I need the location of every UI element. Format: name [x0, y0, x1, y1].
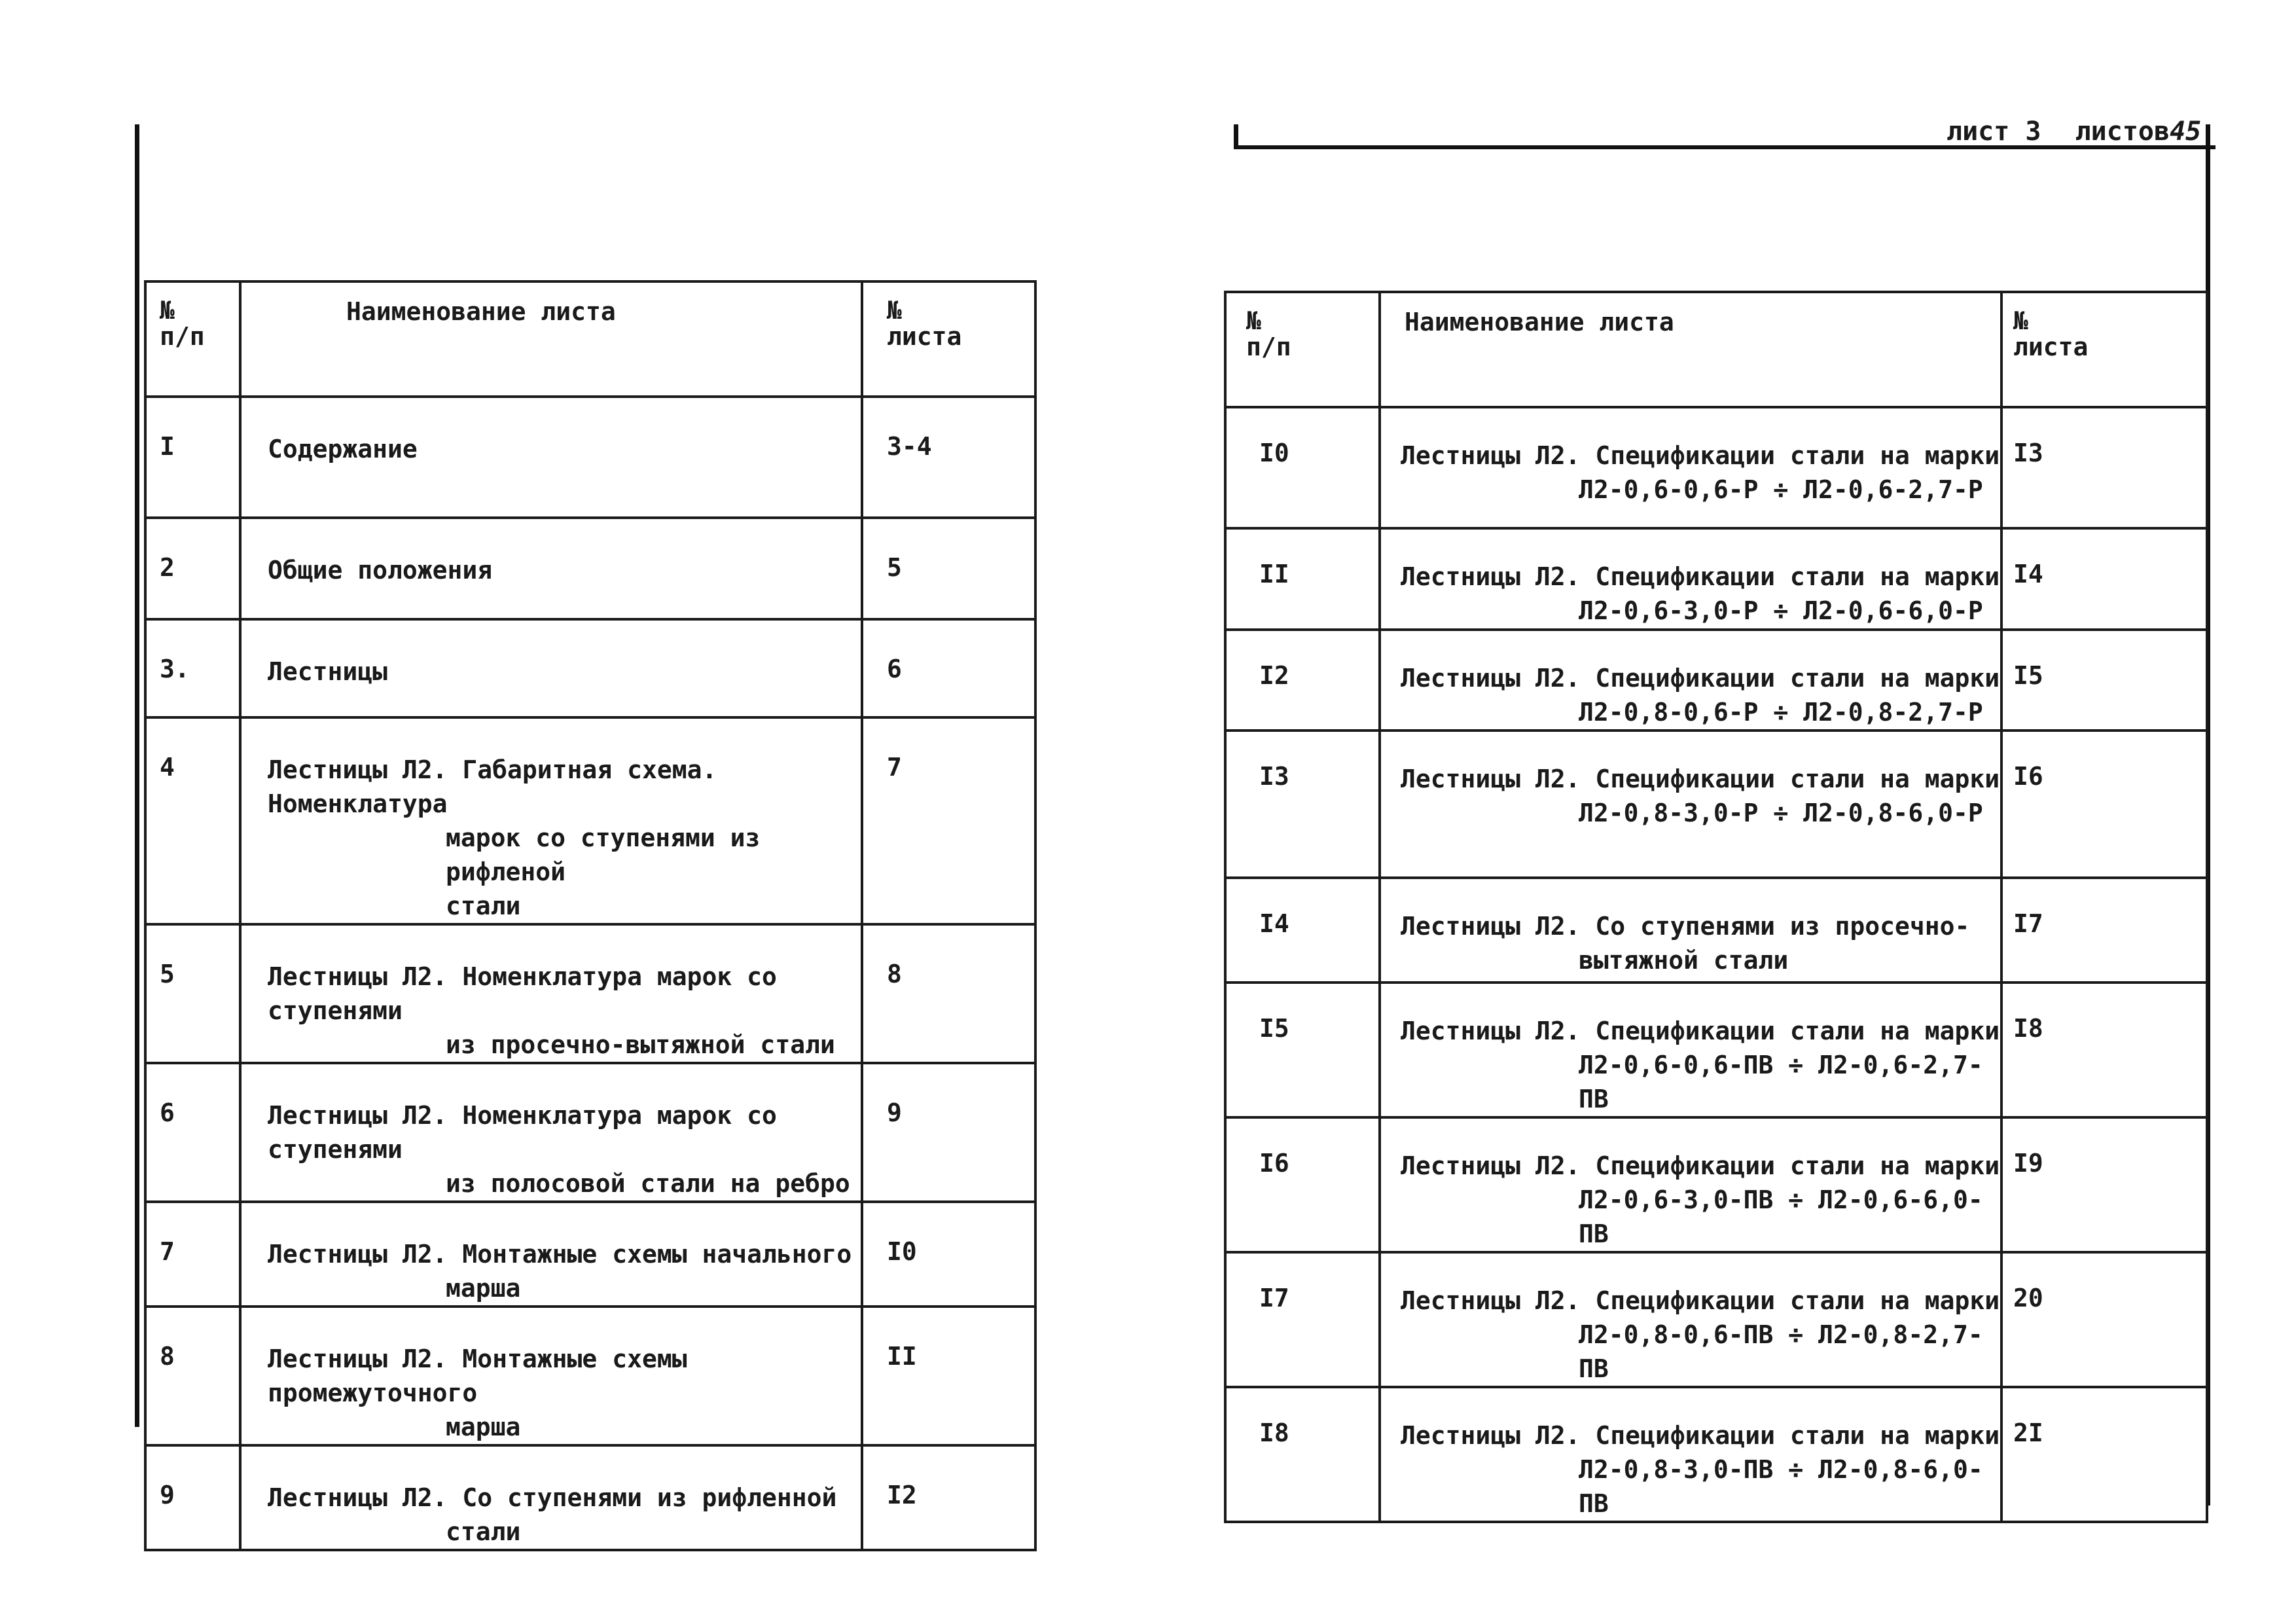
row-sheet-number: 9	[862, 1063, 1035, 1202]
table-row	[1225, 407, 2207, 528]
row-title-continuation: марша	[446, 1274, 521, 1303]
row-sheet-number: I7	[2001, 878, 2207, 983]
row-number: I	[145, 397, 240, 518]
column-header-title	[1380, 292, 2001, 407]
column-header-number	[1225, 292, 1380, 407]
row-number: 3.	[145, 619, 240, 717]
row-title	[1380, 1252, 2001, 1387]
row-sheet-number: I2	[862, 1445, 1035, 1550]
row-number: 6	[145, 1063, 240, 1202]
row-title-continuation: вытяжной стали	[1579, 946, 1789, 975]
column-header-title-text: Наименование листа	[1405, 308, 1674, 336]
row-sheet-number: I4	[2001, 528, 2207, 630]
row-title-continuation: стали	[446, 1517, 521, 1546]
sheet-number-label: лист 3	[1946, 117, 2041, 147]
column-header-number-line2: п/п	[160, 322, 205, 351]
row-sheet-number: 7	[862, 717, 1035, 924]
row-number: II	[1225, 528, 1380, 630]
column-header-title-text: Наименование листа	[346, 297, 616, 326]
row-title	[240, 717, 862, 924]
contents-table-left-body	[145, 397, 1035, 1550]
row-title-continuation: Л2-0,6-3,0-Р ÷ Л2-0,6-6,0-Р	[1579, 596, 1983, 625]
row-title-line: Лестницы Л2. Спецификации стали на марки	[1401, 1017, 2000, 1045]
table-row	[145, 518, 1035, 619]
row-title-line: Лестницы Л2. Номенклатура марок со ступенями	[268, 1101, 777, 1164]
row-title	[1380, 1117, 2001, 1252]
row-title-line: Лестницы Л2. Спецификации стали на марки	[1401, 1151, 2000, 1180]
table-row	[145, 1063, 1035, 1202]
row-title-continuation: Л2-0,6-0,6-ПВ ÷ Л2-0,6-2,7-ПВ	[1579, 1051, 1983, 1113]
row-title-line: Лестницы Л2. Со ступенями из рифленной	[268, 1483, 837, 1512]
row-sheet-number: 8	[862, 924, 1035, 1063]
row-title-line: Лестницы Л2. Спецификации стали на марки	[1401, 1421, 2000, 1450]
row-sheet-number: 5	[862, 518, 1035, 619]
row-title	[1380, 528, 2001, 630]
row-title	[1380, 630, 2001, 731]
table-row	[1225, 1252, 2207, 1387]
row-title	[240, 619, 862, 717]
table-row	[1225, 983, 2207, 1117]
row-number: 5	[145, 924, 240, 1063]
table-row	[145, 717, 1035, 924]
row-sheet-number: I3	[2001, 407, 2207, 528]
row-title-line: Лестницы Л2. Спецификации стали на марки	[1401, 562, 2000, 591]
row-sheet-number: 3-4	[862, 397, 1035, 518]
row-title	[1380, 983, 2001, 1117]
row-sheet-number: I0	[862, 1202, 1035, 1307]
row-title-continuation: из просечно-вытяжной стали	[446, 1030, 835, 1059]
row-sheet-number: 20	[2001, 1252, 2207, 1387]
row-title-line: Лестницы Л2. Монтажные схемы начального	[268, 1240, 852, 1269]
row-title-line: Лестницы Л2. Габаритная схема. Номенклатура	[268, 755, 717, 818]
row-sheet-number: I6	[2001, 731, 2207, 878]
row-title	[240, 1063, 862, 1202]
row-number: I7	[1225, 1252, 1380, 1387]
row-title-line: Лестницы Л2. Спецификации стали на марки	[1401, 765, 2000, 793]
column-header-sheet-line1: №	[2013, 306, 2028, 335]
row-title-line: Лестницы Л2. Номенклатура марок со ступенями	[268, 962, 777, 1025]
table-row	[1225, 731, 2207, 878]
column-header-sheet-line2: листа	[2013, 333, 2089, 361]
row-title-line: Общие положения	[268, 556, 493, 585]
row-title	[1380, 731, 2001, 878]
row-title	[240, 924, 862, 1063]
row-title-continuation: Л2-0,8-3,0-ПВ ÷ Л2-0,8-6,0-ПВ	[1579, 1455, 1983, 1518]
row-title-continuation: Л2-0,8-3,0-Р ÷ Л2-0,8-6,0-Р	[1579, 799, 1983, 827]
row-title	[240, 1202, 862, 1307]
row-title-line: Содержание	[268, 435, 418, 463]
table-row	[1225, 528, 2207, 630]
column-header-sheet-line2: листа	[887, 322, 962, 351]
row-number: I8	[1225, 1387, 1380, 1522]
row-title-continuation: марок со ступенями из рифленой	[446, 823, 761, 886]
table-row	[145, 1445, 1035, 1550]
row-title-line: Лестницы Л2. Со ступенями из просечно-	[1401, 912, 1970, 941]
row-sheet-number: I5	[2001, 630, 2207, 731]
table-row	[1225, 630, 2207, 731]
row-title-line: Лестницы Л2. Спецификации стали на марки	[1401, 1286, 2000, 1315]
table-row	[145, 1202, 1035, 1307]
row-title-line: Лестницы Л2. Монтажные схемы промежуточного	[268, 1344, 687, 1407]
row-title-line: Лестницы	[268, 657, 388, 686]
row-title	[240, 1307, 862, 1445]
row-title	[1380, 878, 2001, 983]
row-title-continuation: Л2-0,6-0,6-Р ÷ Л2-0,6-2,7-Р	[1579, 475, 1983, 504]
column-header-number	[145, 281, 240, 397]
contents-table-left	[144, 280, 1037, 1551]
row-number: I0	[1225, 407, 1380, 528]
column-header-number-line1: №	[1246, 306, 1261, 335]
row-number: I3	[1225, 731, 1380, 878]
row-number: 4	[145, 717, 240, 924]
row-number: 2	[145, 518, 240, 619]
row-sheet-number: II	[862, 1307, 1035, 1445]
table-row	[145, 619, 1035, 717]
column-header-number-line2: п/п	[1246, 333, 1291, 361]
contents-table-right-body	[1225, 407, 2207, 1522]
row-title	[240, 518, 862, 619]
row-title	[240, 397, 862, 518]
table-header-row	[1225, 292, 2207, 407]
row-number: 7	[145, 1202, 240, 1307]
row-title-continuation: Л2-0,8-0,6-ПВ ÷ Л2-0,8-2,7-ПВ	[1579, 1320, 1983, 1383]
sheets-total-label	[2066, 117, 2211, 147]
row-title-continuation: марша	[446, 1413, 521, 1441]
column-header-sheet	[2001, 292, 2207, 407]
left-margin-line	[135, 124, 139, 1427]
sheets-count: 45	[2170, 117, 2202, 147]
column-header-title	[240, 281, 862, 397]
sheets-label: листов	[2075, 117, 2170, 147]
table-row	[145, 397, 1035, 518]
column-header-sheet	[862, 281, 1035, 397]
table-row	[1225, 1117, 2207, 1252]
row-title	[1380, 1387, 2001, 1522]
sheet-stamp	[1937, 117, 2210, 147]
row-number: I2	[1225, 630, 1380, 731]
row-title-continuation: стали	[446, 892, 521, 920]
row-number: 8	[145, 1307, 240, 1445]
row-sheet-number: 2I	[2001, 1387, 2207, 1522]
row-title	[240, 1445, 862, 1550]
row-number: I5	[1225, 983, 1380, 1117]
row-number: I4	[1225, 878, 1380, 983]
top-frame-left-tick	[1234, 124, 1238, 149]
row-sheet-number: 6	[862, 619, 1035, 717]
row-title-continuation: Л2-0,8-0,6-Р ÷ Л2-0,8-2,7-Р	[1579, 698, 1983, 727]
table-header-row	[145, 281, 1035, 397]
row-title	[1380, 407, 2001, 528]
row-title-continuation: Л2-0,6-3,0-ПВ ÷ Л2-0,6-6,0-ПВ	[1579, 1185, 1983, 1248]
table-row	[145, 924, 1035, 1063]
row-number: I6	[1225, 1117, 1380, 1252]
row-number: 9	[145, 1445, 240, 1550]
row-title-continuation: из полосовой стали на ребро	[446, 1169, 850, 1198]
row-title-line: Лестницы Л2. Спецификации стали на марки	[1401, 441, 2000, 470]
column-header-sheet-line1: №	[887, 296, 902, 325]
table-row	[1225, 878, 2207, 983]
contents-table-right	[1224, 291, 2208, 1523]
column-header-number-line1: №	[160, 296, 175, 325]
row-title-line: Лестницы Л2. Спецификации стали на марки	[1401, 664, 2000, 693]
row-sheet-number: I8	[2001, 983, 2207, 1117]
row-sheet-number: I9	[2001, 1117, 2207, 1252]
table-row	[145, 1307, 1035, 1445]
table-row	[1225, 1387, 2207, 1522]
